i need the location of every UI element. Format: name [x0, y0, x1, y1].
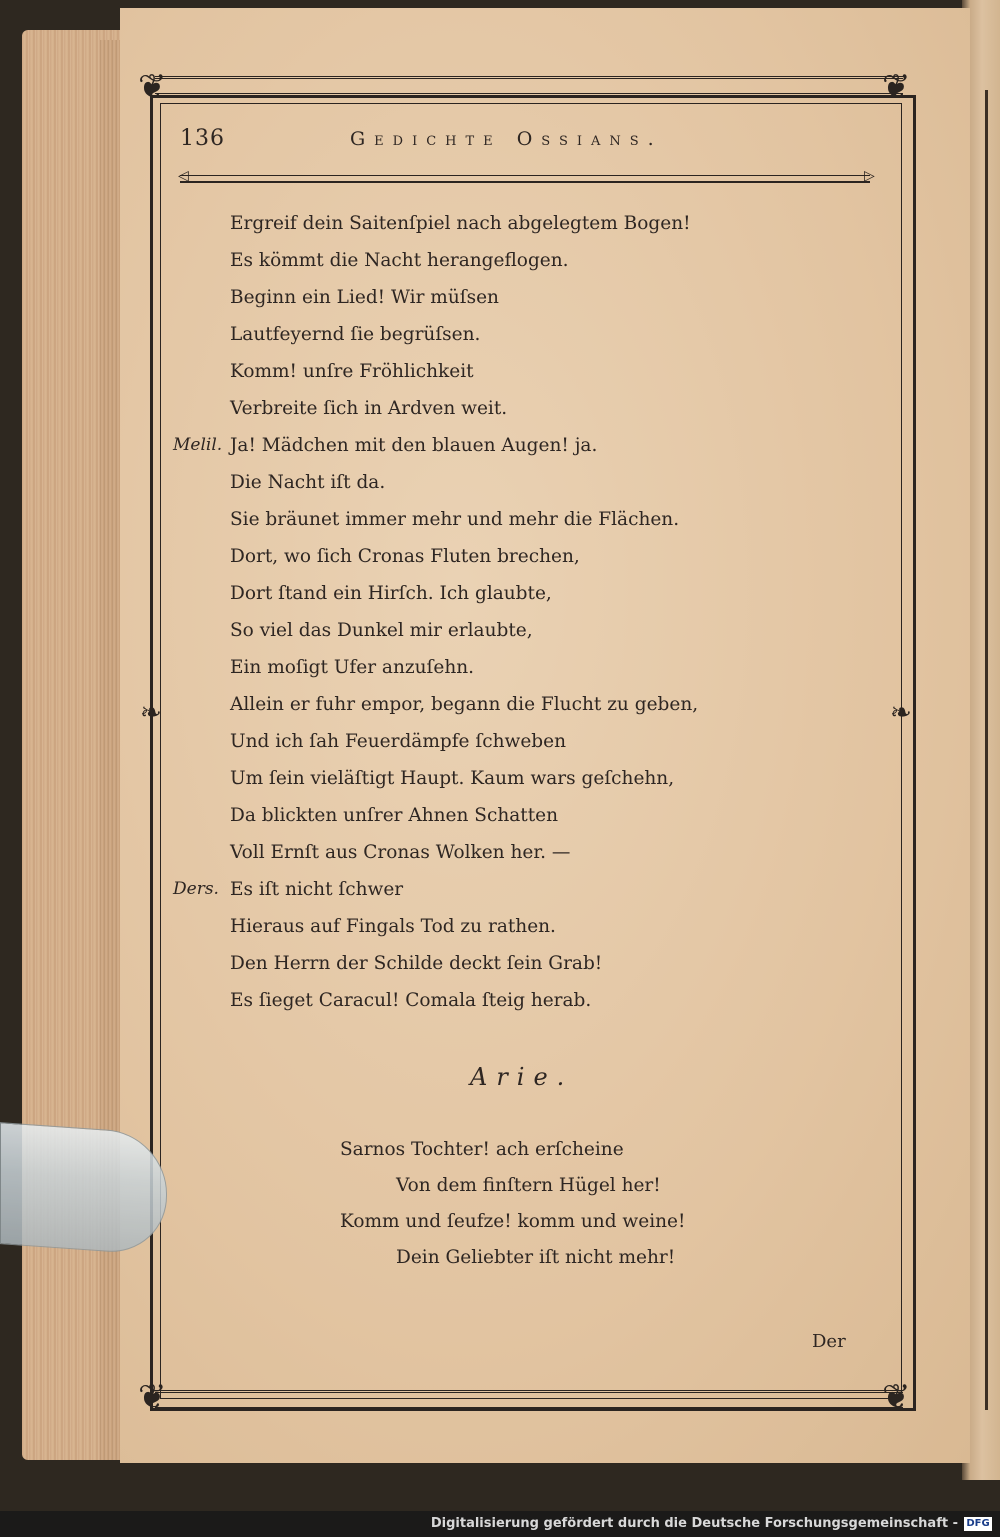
corner-flourish-icon: ❦ [138, 67, 167, 107]
corner-flourish-icon: ❦ [882, 1377, 911, 1417]
verse-line [230, 686, 890, 723]
verse-text: Beginn ein Lied! Wir müſsen [230, 287, 499, 308]
verse-text: Lautfeyernd ſie begrüſsen. [230, 324, 481, 345]
rule-end-ornament-icon: ◁ [178, 168, 189, 184]
aria-stanza [340, 1132, 685, 1276]
bottom-ornament-band [155, 1390, 903, 1410]
verse-text: Die Nacht iſt da. [230, 472, 386, 493]
poem-body [173, 205, 890, 1019]
verse-text: Voll Ernſt aus Cronas Wolken her. — [230, 842, 571, 863]
verse-line [230, 982, 890, 1019]
verse-text: Komm! unſre Fröhlichkeit [230, 361, 474, 382]
header-rule [180, 175, 870, 183]
dfg-logo: DFG [964, 1517, 992, 1531]
verse-text: Hieraus auf Fingals Tod zu rathen. [230, 916, 556, 937]
verse-text: Dort ſtand ein Hirſch. Ich glaubte, [230, 583, 552, 604]
verse-line [230, 908, 890, 945]
funding-credit: Digitalisierung gefördert durch die Deutsche Forschungsgemeinschaft - [430, 1516, 958, 1531]
verse-line [230, 464, 890, 501]
speaker-label: Melil. [173, 435, 223, 455]
verse-text: Allein er fuhr empor, begann die Flucht zu geben, [230, 694, 699, 715]
footer-bar [0, 1511, 1000, 1537]
verse-text: Dort, wo ſich Cronas Fluten brechen, [230, 546, 580, 567]
verse-text: Es iſt nicht ſchwer [230, 879, 404, 900]
top-ornament-band [155, 76, 903, 96]
verse-line [230, 390, 890, 427]
verse-line [230, 316, 890, 353]
verse-line [173, 871, 890, 908]
verse-text: Es ſieget Caracul! Comala ſteig herab. [230, 990, 592, 1011]
verse-line [230, 760, 890, 797]
facing-page-border [985, 90, 988, 1410]
verse-text: Da blickten unſrer Ahnen Schatten [230, 805, 559, 826]
aria-line: Sarnos Tochter! ach erſcheine [340, 1139, 624, 1160]
verse-text: Den Herrn der Schilde deckt ſein Grab! [230, 953, 603, 974]
speaker-label: Ders. [173, 879, 219, 899]
verse-text: Sie bräunet immer mehr und mehr die Flächen. [230, 509, 680, 530]
verse-text: Verbreite ſich in Ardven weit. [230, 398, 508, 419]
aria-line: Dein Geliebter iſt nicht mehr! [396, 1247, 676, 1268]
verse-text: Um ſein vieläſtigt Haupt. Kaum wars geſchehn, [230, 768, 675, 789]
verse-line [230, 612, 890, 649]
catchword: Der [812, 1331, 846, 1352]
verse-line [230, 723, 890, 760]
verse-line [230, 649, 890, 686]
verse-text: So viel das Dunkel mir erlaubte, [230, 620, 533, 641]
verse-text: Und ich ſah Feuerdämpfe ſchweben [230, 731, 566, 752]
rule-end-ornament-icon: ▷ [864, 168, 875, 184]
aria-line: Von dem finſtern Hügel her! [396, 1175, 661, 1196]
corner-flourish-icon: ❦ [882, 67, 911, 107]
aria-title: Arie. [470, 1063, 574, 1091]
running-head: Gedichte Ossians. [350, 128, 663, 150]
verse-text: Ja! Mädchen mit den blauen Augen! ja. [230, 435, 598, 456]
side-flourish-icon: ❧ [890, 698, 912, 728]
page-header [180, 126, 900, 156]
verse-text: Ergreif dein Saitenſpiel nach abgelegtem Bogen! [230, 213, 691, 234]
corner-flourish-icon: ❦ [138, 1377, 167, 1417]
verse-line [230, 575, 890, 612]
verse-line [230, 279, 890, 316]
verse-line [230, 205, 890, 242]
verse-line [230, 538, 890, 575]
verse-line [173, 427, 890, 464]
side-flourish-icon: ❧ [140, 698, 162, 728]
verse-line [230, 242, 890, 279]
aria-line: Komm und ſeufze! komm und weine! [340, 1211, 686, 1232]
verse-line [230, 501, 890, 538]
verse-text: Es kömmt die Nacht herangeflogen. [230, 250, 569, 271]
verse-line [230, 834, 890, 871]
verse-line [230, 353, 890, 390]
verse-text: Ein moſigt Ufer anzuſehn. [230, 657, 475, 678]
verse-line [230, 797, 890, 834]
verse-line [230, 945, 890, 982]
page-number: 136 [180, 126, 225, 151]
